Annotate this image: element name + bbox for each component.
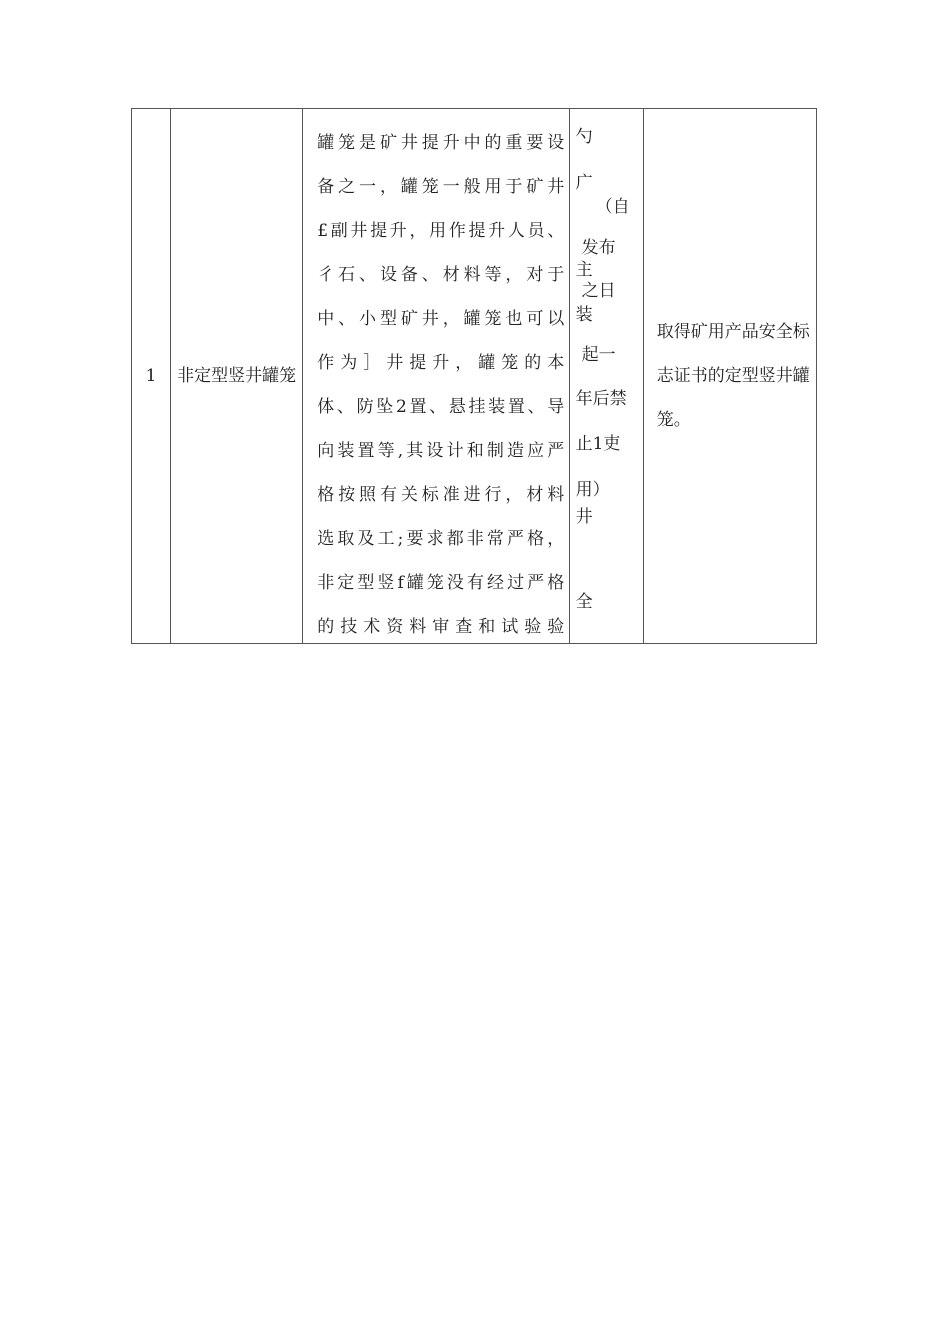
document-table — [131, 108, 817, 644]
deadline-fragment: （自 — [595, 197, 630, 217]
description-line: 向装置等,其设计和制造应严 — [317, 441, 565, 461]
deadline-fragment: 年后禁 — [575, 389, 627, 409]
deadline-fragment: 起一 — [581, 345, 616, 365]
description-line: 体、防坠2置、悬挂装置、导 — [317, 397, 565, 417]
alternative-equipment: 取得矿用产品安全标志证书的定型竖井罐笼。 — [643, 109, 816, 644]
description-line: 作为］井提升，罐笼的本 — [317, 353, 565, 373]
description-line: 中、小型矿井，罐笼也可以 — [317, 309, 565, 329]
description-line: £副井提升，用作提升人员、 — [317, 221, 565, 241]
deadline-fragment: 用） — [575, 480, 610, 500]
description-line: 非定型竖f罐笼没有经过严格 — [317, 573, 565, 593]
row-number: 1 — [132, 109, 171, 644]
deadline-fragment: 止1吏 — [575, 434, 621, 454]
deadline-fragment: 之日 — [581, 281, 616, 301]
deadline-fragment: 勺 — [575, 127, 593, 147]
prohibition-deadline — [569, 109, 643, 644]
equipment-description — [303, 109, 569, 644]
equipment-name: 非定型竖井罐笼 — [171, 109, 303, 644]
deadline-fragment: 广 — [575, 173, 593, 193]
deadline-fragment: 全 — [575, 592, 593, 612]
deadline-fragment: 装 — [575, 305, 593, 325]
description-line: 选取及工;要求都非常严格， — [317, 529, 565, 549]
deadline-fragment: 井 — [575, 507, 593, 527]
description-line: 的技术资料审查和试验验 — [317, 617, 565, 637]
description-line: 罐笼是矿井提升中的重要设 — [317, 133, 565, 153]
description-line: 备之一，罐笼一般用于矿井 — [317, 177, 565, 197]
deadline-fragment: 发布 — [581, 238, 616, 258]
description-line: 格按照有关标准进行，材料 — [317, 485, 565, 505]
description-line: 彳石、设备、材料等，对于 — [317, 265, 565, 285]
deadline-fragment: 主 — [575, 260, 593, 280]
table-row — [132, 109, 817, 644]
